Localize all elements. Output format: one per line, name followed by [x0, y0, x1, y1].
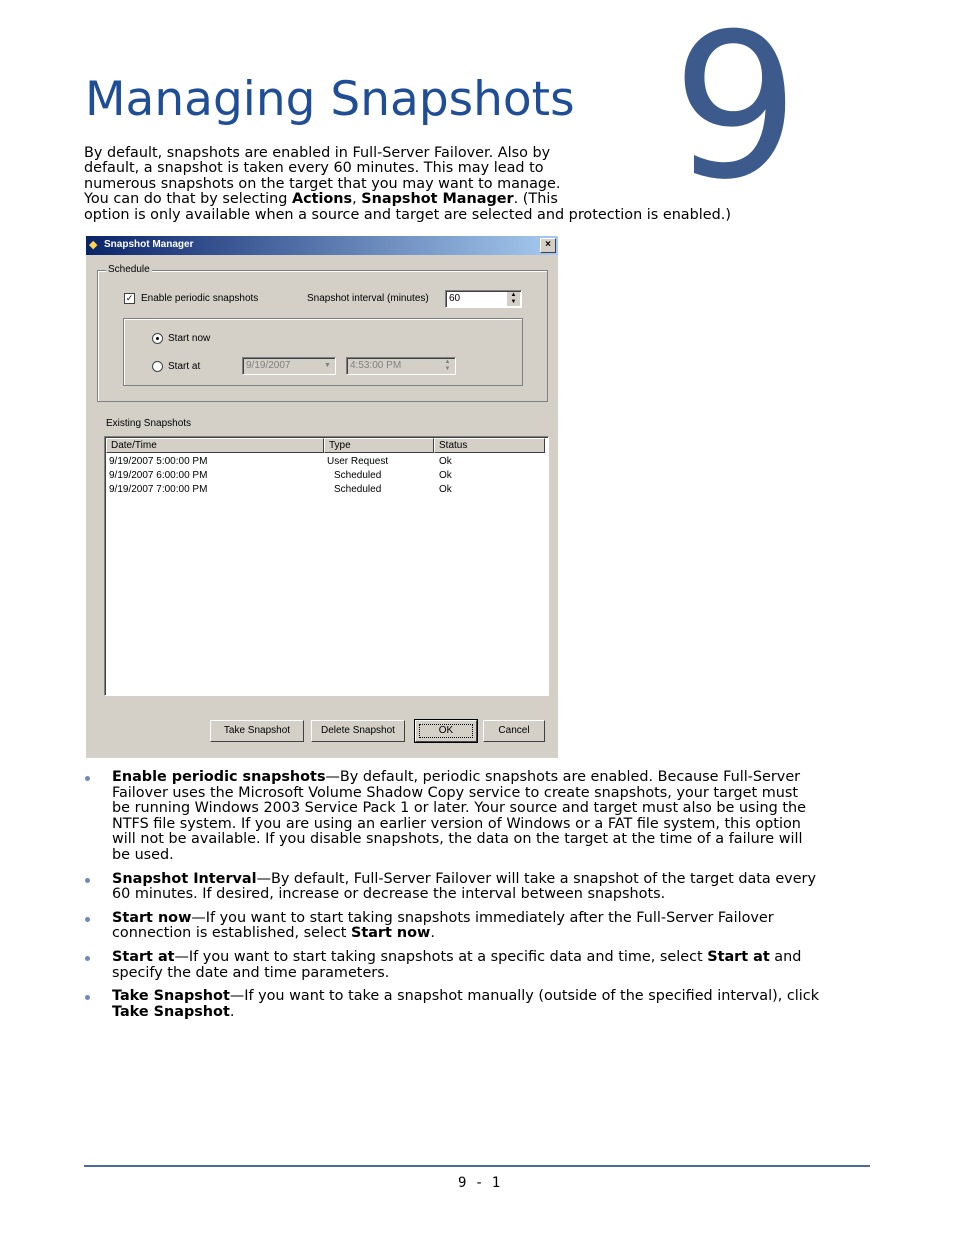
bullet-bold: Start at [707, 948, 770, 965]
app-icon: ◆ [89, 239, 98, 251]
table-row[interactable] [108, 470, 538, 483]
start-now-radio[interactable] [152, 333, 163, 344]
spin-arrows-icon[interactable]: ▲ ▼ [507, 292, 520, 306]
intro-text: , [352, 191, 362, 208]
menu-actions: Actions [291, 191, 353, 208]
delete-snapshot-button[interactable]: Delete Snapshot [311, 720, 405, 742]
list-header [106, 438, 547, 453]
bullet-line: 60 minutes. If desired, increase or decrease the interval between snapshots. [112, 886, 666, 903]
list-item [85, 989, 867, 1020]
cancel-button[interactable]: Cancel [483, 720, 545, 742]
take-snapshot-button[interactable]: Take Snapshot [210, 720, 304, 742]
time-value: 4:53:00 PM [350, 360, 402, 371]
bullet-text: —If you want to take a snapshot manually (outside of the specified interval), click [229, 988, 820, 1005]
start-options-group [123, 318, 523, 386]
bullet-text: —If you want to start taking snapshots at a specific data and time, select [174, 948, 708, 965]
cell-datetime: 9/19/2007 5:00:00 PM [109, 456, 208, 467]
enable-periodic-label: Enable periodic snapshots [141, 293, 259, 304]
intro-line: By default, snapshots are enabled in Full-Server Failover. Also by [84, 145, 551, 161]
interval-spinner[interactable] [445, 290, 522, 308]
bullet-line [112, 911, 867, 927]
ok-button[interactable] [415, 720, 477, 742]
bullet-term: Start now [112, 909, 192, 926]
enable-periodic-checkbox[interactable]: ✓ [125, 293, 134, 303]
bullet-list [85, 770, 867, 1028]
list-item [85, 770, 867, 864]
bullet-icon [85, 917, 90, 922]
close-icon[interactable]: × [540, 238, 556, 253]
interval-value: 60 [449, 293, 461, 304]
bullet-line: NTFS file system. If you are using an earlier version of Windows or a FAT file system, this option [112, 815, 801, 832]
date-value: 9/19/2007 [246, 360, 291, 371]
bullet-icon [85, 776, 90, 781]
intro-line: numerous snapshots on the target that you may want to manage. [84, 175, 561, 192]
table-row[interactable] [108, 484, 538, 497]
bullet-text: . [229, 1003, 235, 1020]
cell-status: Ok [439, 484, 452, 495]
spin-arrows-icon[interactable]: ▲ ▼ [441, 359, 454, 373]
page-number: 9 - 1 [458, 1175, 501, 1191]
bullet-line [112, 770, 867, 786]
bullet-icon [85, 878, 90, 883]
page-title: Managing Snapshots [85, 72, 575, 127]
cell-status: Ok [439, 456, 452, 467]
start-at-label: Start at [168, 361, 201, 372]
bullet-line: be used. [112, 846, 174, 863]
interval-label: Snapshot interval (minutes) [307, 293, 429, 304]
bullet-line [112, 1005, 867, 1021]
list-item [85, 911, 867, 942]
cell-type: Scheduled [334, 484, 382, 495]
column-header-datetime[interactable]: Date/Time [106, 438, 324, 453]
list-item [85, 872, 867, 903]
snapshots-list[interactable] [104, 436, 549, 696]
bullet-term: Start at [112, 948, 175, 965]
bullet-line [112, 926, 867, 942]
bullet-text: —By default, Full-Server Failover will take a snapshot of the target data every [256, 870, 816, 887]
bullet-text: —If you want to start taking snapshots immediately after the Full-Server Failover [191, 909, 774, 926]
intro-paragraph [84, 146, 804, 223]
bullet-term: Take Snapshot [112, 988, 230, 1005]
bullet-icon [85, 956, 90, 961]
cell-status: Ok [439, 470, 452, 481]
bullet-line: Failover uses the Microsoft Volume Shadow Copy service to create snapshots, your target must [112, 784, 798, 801]
bullet-bold: Take Snapshot [112, 1003, 230, 1020]
cell-type: Scheduled [334, 470, 382, 481]
date-picker[interactable] [242, 357, 336, 375]
bullet-line [112, 950, 867, 966]
intro-text: . (This [513, 191, 558, 208]
cell-type: User Request [327, 456, 389, 467]
column-header-type[interactable]: Type [324, 438, 434, 453]
dialog-titlebar[interactable] [86, 236, 558, 255]
bullet-term: Enable periodic snapshots [112, 769, 326, 785]
dropdown-arrow-icon[interactable]: ▼ [321, 359, 334, 373]
bullet-bold: Start now [350, 925, 431, 942]
start-now-label: Start now [168, 333, 211, 344]
bullet-text: . [430, 925, 435, 942]
bullet-icon [85, 995, 90, 1000]
list-item [85, 950, 867, 981]
chapter-number: 9 [672, 0, 800, 224]
schedule-group [97, 264, 548, 402]
bullet-line: be running Windows 2003 Service Pack 1 or later. Your source and target must also be using the [112, 800, 806, 817]
cell-datetime: 9/19/2007 7:00:00 PM [109, 484, 208, 495]
bullet-text: and [769, 948, 802, 965]
existing-snapshots-label: Existing Snapshots [106, 418, 192, 429]
intro-line: default, a snapshot is taken every 60 minutes. This may lead to [84, 160, 544, 177]
intro-text: You can do that by selecting [84, 191, 292, 208]
bullet-term: Snapshot Interval [112, 870, 257, 887]
column-header-status[interactable]: Status [434, 438, 545, 453]
table-row[interactable] [108, 456, 538, 469]
bullet-line: will not be available. If you disable snapshots, the data on the target at the time of a failure will [112, 831, 803, 848]
intro-line [84, 192, 804, 207]
footer-rule [84, 1165, 870, 1167]
start-at-radio[interactable] [152, 361, 163, 372]
bullet-text: —By default, periodic snapshots are enabled. Because Full-Server [325, 769, 801, 785]
bullet-line: specify the date and time parameters. [112, 964, 390, 981]
bullet-line [112, 872, 867, 888]
bullet-line [112, 989, 867, 1005]
schedule-legend: Schedule [108, 264, 150, 275]
intro-line: option is only available when a source and target are selected and protection is enabled.) [84, 206, 731, 223]
time-picker[interactable] [346, 357, 456, 375]
menu-snapshot-manager: Snapshot Manager [361, 191, 514, 208]
ok-button-label: OK [419, 724, 473, 738]
cell-datetime: 9/19/2007 6:00:00 PM [109, 470, 208, 481]
bullet-text: connection is established, select [112, 925, 351, 942]
dialog-title: Snapshot Manager [104, 239, 194, 250]
snapshot-manager-dialog [86, 236, 558, 758]
